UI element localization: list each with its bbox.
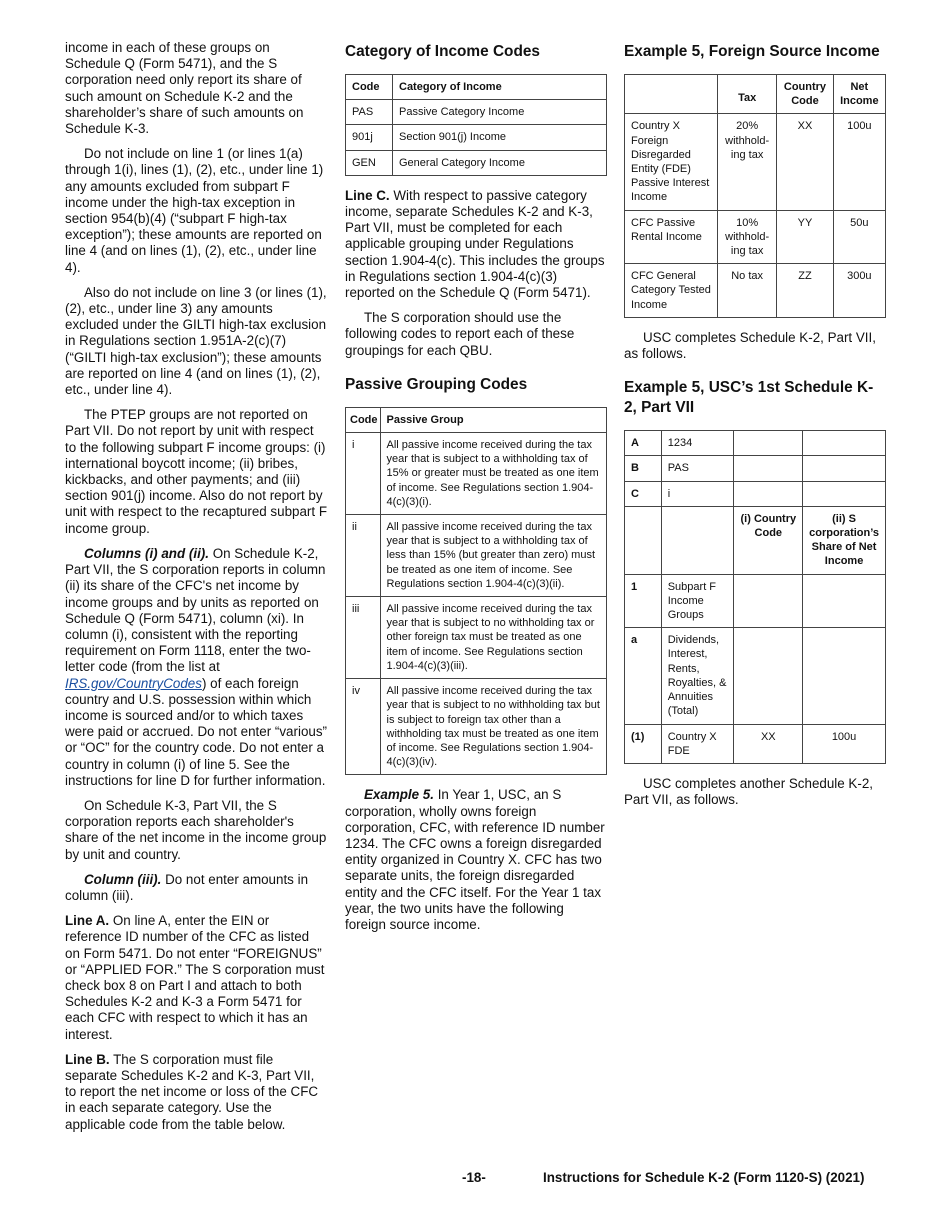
table-cell: i bbox=[661, 481, 734, 506]
table-cell bbox=[803, 628, 886, 724]
table-cell: 1234 bbox=[661, 431, 734, 456]
paragraph-text: Do not enter amounts in column (iii). bbox=[65, 871, 309, 903]
paragraph bbox=[65, 872, 327, 904]
section-heading: Category of Income Codes bbox=[345, 43, 540, 60]
table-header: Tax bbox=[718, 75, 777, 114]
paragraph-text: The S corporation must file separate Schedules K-2 and K-3, Part VII, to report the net income or loss of the CFC in each separate category. Use the applicable code from the table below. bbox=[65, 1051, 319, 1132]
paragraph: The S corporation should use the following codes to report each of these groupings for each QBU. bbox=[345, 310, 575, 358]
table-cell: 50u bbox=[833, 210, 885, 264]
run-in-heading: Line C. bbox=[345, 187, 390, 203]
paragraph-text: On line A, enter the EIN or reference ID number of the CFC as listed on Form 5471. Do not enter “FOREIGNUS” or “APPLIED FOR.” The S corporation must check box 8 on Part I and attach to both Schedules K-2 and K-3 a Form 5471 for each CFC with respect to which it has an interest. bbox=[65, 913, 325, 1042]
table-row bbox=[625, 264, 886, 318]
table-row bbox=[346, 433, 607, 515]
table-header: Code bbox=[346, 75, 393, 100]
footer-title: Instructions for Schedule K-2 (Form 1120-S) (2021) bbox=[543, 1170, 865, 1185]
paragraph: On Schedule K-3, Part VII, the S corporation reports each shareholder's share of the net income in the income group by unit and country. bbox=[65, 797, 327, 862]
table-cell bbox=[734, 574, 803, 628]
run-in-heading: Columns (i) and (ii). bbox=[84, 545, 209, 561]
paragraph: Also do not include on line 3 (or lines (1), (2), etc., under line 3) any amounts excluded under the GILTI high-tax exclusion in Regulations section 1.951A-2(c)(7) (“GILTI high-tax exclusion”); these amounts are reported on line 4 (and on lines (1), (2), etc., under line 4). bbox=[65, 284, 327, 398]
table-row bbox=[625, 114, 886, 210]
paragraph: USC completes Schedule K-2, Part VII, as follows. bbox=[624, 329, 876, 362]
run-in-heading: Line B. bbox=[65, 1051, 110, 1067]
table-cell: (ii) S corporation’s Share of Net Income bbox=[803, 506, 886, 574]
table-row bbox=[625, 506, 886, 574]
table-header: Code bbox=[346, 407, 381, 432]
table-cell: PAS bbox=[346, 100, 393, 125]
page-number: -18- bbox=[462, 1170, 486, 1185]
paragraph: The PTEP groups are not reported on Part VII. Do not report by unit with respect to the following subpart F income groups: (i) international boycott income; (ii) bribes, kickbacks, and other payments; and (iii) section 901(j) income. Also do not report by unit with respect to the recaptured subpart F income group. bbox=[65, 407, 328, 536]
table-cell: a bbox=[625, 628, 662, 724]
paragraph bbox=[345, 787, 607, 933]
table-cell: C bbox=[625, 481, 662, 506]
schedule-k2-table bbox=[624, 430, 886, 764]
table-cell: Country X FDE bbox=[661, 724, 734, 763]
run-in-heading: Line A. bbox=[65, 913, 110, 929]
run-in-heading: Example 5. bbox=[364, 787, 434, 803]
table-row bbox=[346, 150, 607, 175]
table-cell: B bbox=[625, 456, 662, 481]
table-cell: (i) Country Code bbox=[734, 506, 803, 574]
table-cell: XX bbox=[777, 114, 833, 210]
column-1 bbox=[65, 40, 327, 1142]
table-row bbox=[625, 574, 886, 628]
section-heading: Passive Grouping Codes bbox=[345, 375, 528, 393]
paragraph-text: ) of each foreign country and U.S. possession within which income is sourced and/or to which taxes were paid or accrued. Do not enter “various” or “OC” for the country code. Do not enter a country in column (i) of line 5. See the instructions for line D for further information. bbox=[65, 675, 327, 788]
table-cell bbox=[625, 506, 662, 574]
table-cell: All passive income received during the tax year that is subject to a withholding tax of less than 15% (but greater than zero) must be treated as one item of income. See Regulations section 1.904-4(c)(3)(ii). bbox=[380, 515, 607, 597]
table-row bbox=[346, 597, 607, 679]
table-row bbox=[625, 210, 886, 264]
table-header-row bbox=[625, 75, 886, 114]
table-header: Net Income bbox=[833, 75, 885, 114]
table-cell: CFC Passive Rental Income bbox=[625, 210, 718, 264]
table-cell bbox=[803, 431, 886, 456]
table-header: Country Code bbox=[777, 75, 833, 114]
table-cell bbox=[661, 506, 734, 574]
table-cell: No tax bbox=[718, 264, 777, 318]
table-cell: GEN bbox=[346, 150, 393, 175]
table-cell: 10% withhold-ing tax bbox=[718, 210, 777, 264]
paragraph bbox=[65, 913, 327, 1043]
table-cell: 901j bbox=[346, 125, 393, 150]
table-row bbox=[346, 515, 607, 597]
table-header: Passive Group bbox=[380, 407, 607, 432]
table-header-row bbox=[346, 407, 607, 432]
table-cell: All passive income received during the tax year that is subject to no withholding tax or other foreign tax must be treated as one item of income. See Regulations section 1.904-4(c)(3)(iii). bbox=[380, 597, 607, 679]
table-header-row bbox=[346, 75, 607, 100]
paragraph bbox=[65, 546, 327, 789]
column-2 bbox=[345, 40, 607, 942]
table-cell: iii bbox=[346, 597, 381, 679]
table-cell bbox=[734, 628, 803, 724]
table-cell: YY bbox=[777, 210, 833, 264]
table-cell bbox=[734, 481, 803, 506]
table-cell: 100u bbox=[833, 114, 885, 210]
column-3 bbox=[624, 40, 886, 817]
table-row bbox=[625, 481, 886, 506]
run-in-heading: Column (iii). bbox=[84, 871, 162, 887]
paragraph: income in each of these groups on Schedule Q (Form 5471), and the S corporation need only report its share of such amount on Schedule K-2 and the shareholder’s share of such amounts on Schedule K-3. bbox=[65, 40, 304, 137]
section-heading: Example 5, USC’s 1st Schedule K-2, Part VII bbox=[624, 379, 874, 417]
country-codes-link[interactable]: IRS.gov/CountryCodes bbox=[65, 675, 202, 691]
table-row bbox=[346, 125, 607, 150]
table-cell: ii bbox=[346, 515, 381, 597]
table-cell: Subpart F Income Groups bbox=[661, 574, 734, 628]
category-codes-table bbox=[345, 74, 607, 176]
table-cell: Passive Category Income bbox=[393, 100, 607, 125]
table-row bbox=[625, 628, 886, 724]
table-cell bbox=[734, 431, 803, 456]
table-cell bbox=[803, 456, 886, 481]
paragraph-text: In Year 1, USC, an S corporation, wholly owns foreign corporation, CFC, with reference ID number 1234. The CFC owns a foreign disregarded entity organized in Country X. CFC has two separate units, the foreign disregarded entity and the CFC itself. For the Year 1 tax year, the two units have the following foreign source income. bbox=[345, 787, 605, 932]
table-cell: All passive income received during the tax year that is subject to a withholding tax of 15% or greater must be treated as one item of income. See Regulations section 1.904-4(c)(3)(i). bbox=[380, 433, 607, 515]
table-cell: ZZ bbox=[777, 264, 833, 318]
foreign-source-income-table bbox=[624, 74, 886, 318]
table-cell: General Category Income bbox=[393, 150, 607, 175]
table-cell: CFC General Category Tested Income bbox=[625, 264, 718, 318]
table-cell bbox=[734, 456, 803, 481]
passive-grouping-table bbox=[345, 407, 607, 775]
section-heading: Example 5, Foreign Source Income bbox=[624, 43, 880, 60]
table-cell bbox=[803, 574, 886, 628]
table-cell: PAS bbox=[661, 456, 734, 481]
paragraph-text: With respect to passive category income, separate Schedules K-2 and K-3, Part VII, must be completed for each applicable grouping under Regulations section 1.904-4(c). This includes the groups in Regulations section 1.904-4(c)(3) reported on the Schedule Q (Form 5471). bbox=[345, 187, 605, 301]
table-row bbox=[625, 456, 886, 481]
table-cell: Country X Foreign Disregarded Entity (FDE) Passive Interest Income bbox=[625, 114, 718, 210]
table-cell: 20% withhold-ing tax bbox=[718, 114, 777, 210]
table-cell: 1 bbox=[625, 574, 662, 628]
table-cell bbox=[803, 481, 886, 506]
table-cell: A bbox=[625, 431, 662, 456]
paragraph-text: On Schedule K-2, Part VII, the S corporation reports in column (ii) its share of the CFC's net income by income groups and by units as reported on Schedule Q (Form 5471), column (xi). In column (i), consistent with the reporting requirement on Form 1118, enter the two-letter code (from the list at bbox=[65, 545, 326, 675]
table-cell: iv bbox=[346, 679, 381, 775]
paragraph bbox=[65, 1052, 327, 1133]
paragraph: USC completes another Schedule K-2, Part VII, as follows. bbox=[624, 775, 873, 808]
paragraph: Do not include on line 1 (or lines 1(a) through 1(i), lines (1), (2), etc., under line 1) any amounts excluded from subpart F income under the high-tax exception in section 954(b)(4) (“subpart F high-tax exception”); these amounts are reported on line 4 (and on lines (1), (2), etc., under line 4). bbox=[65, 146, 324, 275]
table-cell: All passive income received during the tax year that is subject to no withholding tax but is subject to foreign tax other than a withholding tax must be treated as one item of income. See Regulations section 1.904-4(c)(3)(iv). bbox=[380, 679, 607, 775]
table-cell: Dividends, Interest, Rents, Royalties, & Annuities (Total) bbox=[661, 628, 734, 724]
table-cell: 300u bbox=[833, 264, 885, 318]
table-cell: i bbox=[346, 433, 381, 515]
paragraph bbox=[345, 188, 607, 301]
table-row bbox=[625, 724, 886, 763]
table-cell: XX bbox=[734, 724, 803, 763]
table-row bbox=[625, 431, 886, 456]
table-cell: (1) bbox=[625, 724, 662, 763]
table-row bbox=[346, 100, 607, 125]
table-header bbox=[625, 75, 718, 114]
table-cell: 100u bbox=[803, 724, 886, 763]
table-cell: Section 901(j) Income bbox=[393, 125, 607, 150]
table-header: Category of Income bbox=[393, 75, 607, 100]
table-row bbox=[346, 679, 607, 775]
